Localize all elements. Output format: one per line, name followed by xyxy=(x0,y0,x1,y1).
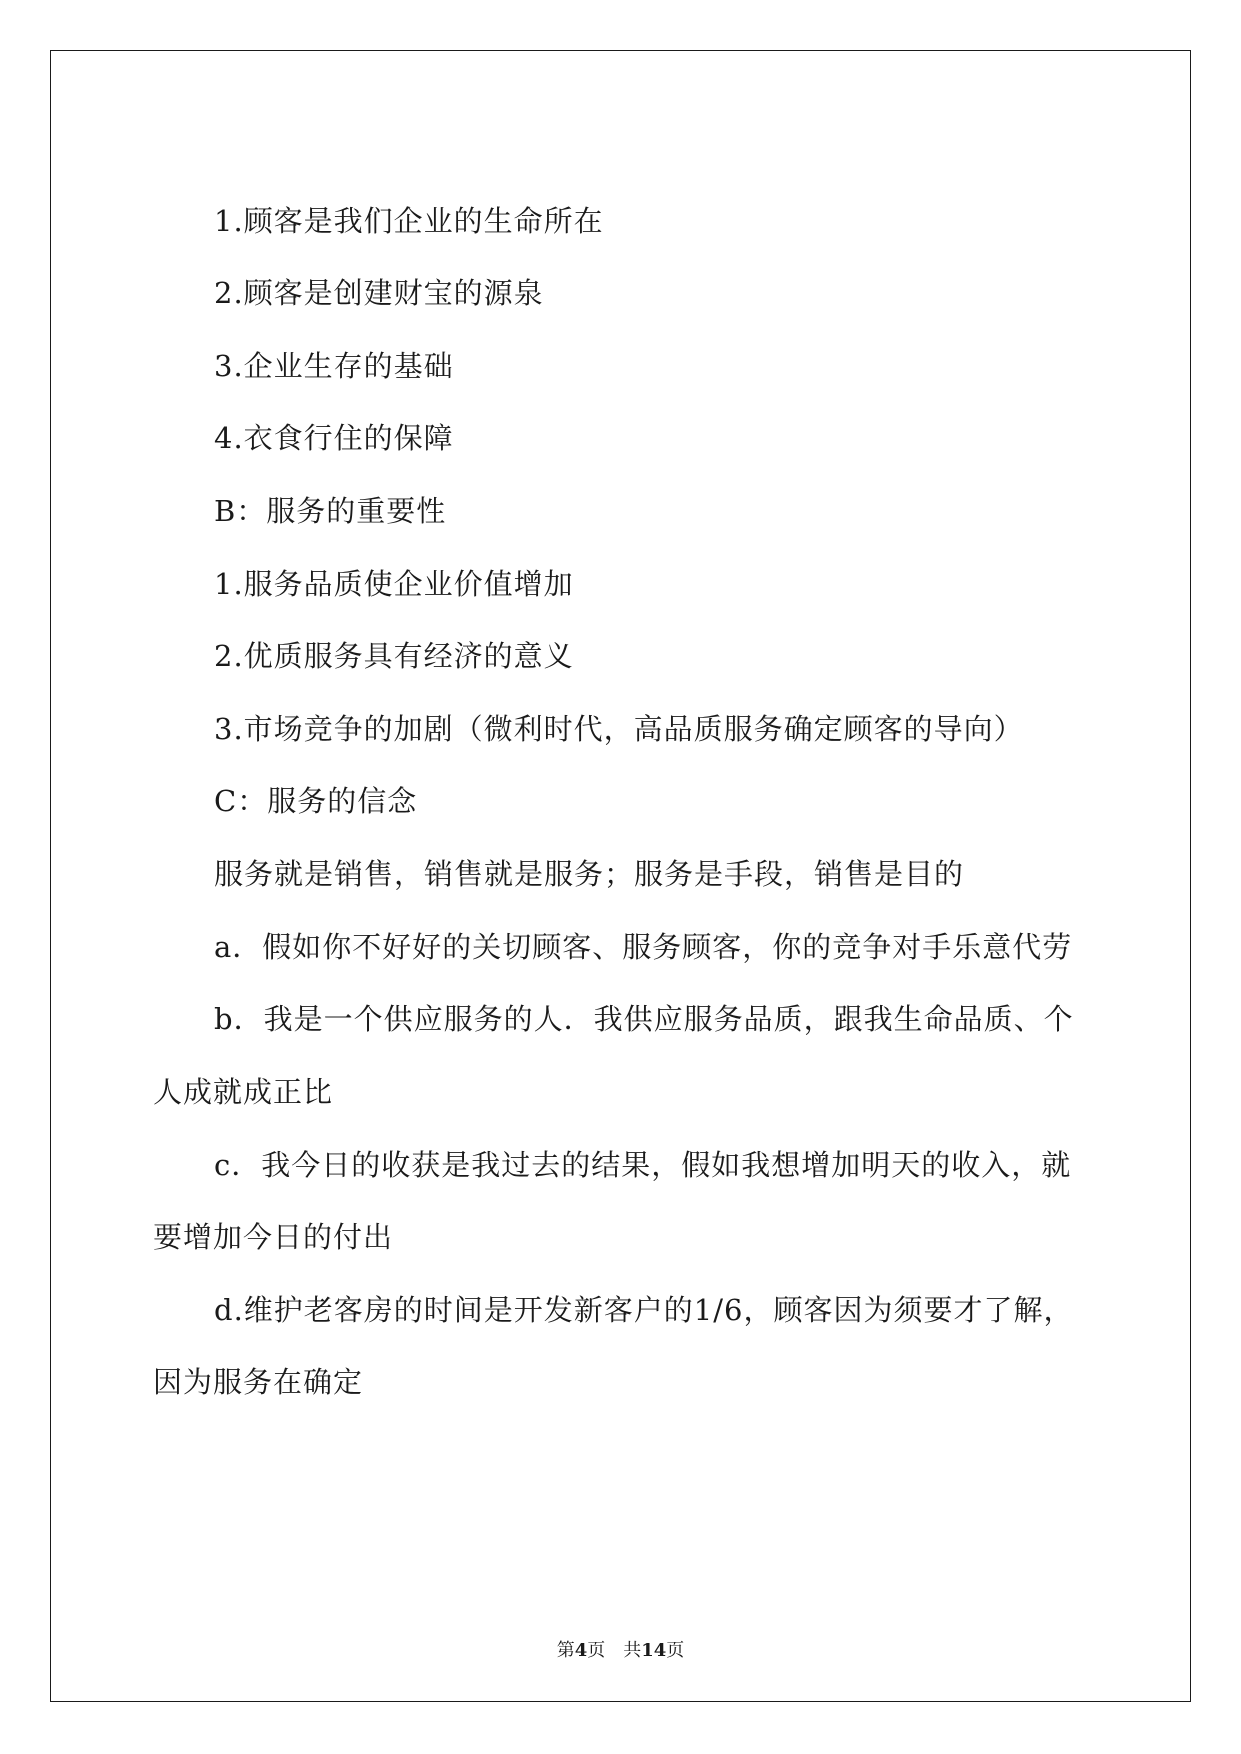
paragraph-line: 3.企业生存的基础 xyxy=(214,349,454,383)
paragraph-line: 要增加今日的付出 xyxy=(153,1220,394,1254)
paragraph-line: a．假如你不好好的关切顾客、服务顾客，你的竞争对手乐意代劳 xyxy=(214,930,1073,964)
page-footer xyxy=(51,1636,1190,1662)
document-body xyxy=(51,51,1190,1701)
paragraph-line: 2.顾客是创建财宝的源泉 xyxy=(214,276,544,310)
paragraph-line: b．我是一个供应服务的人．我供应服务品质，跟我生命品质、个 xyxy=(214,1002,1074,1036)
paragraph-line: 服务就是销售，销售就是服务；服务是手段，销售是目的 xyxy=(214,857,965,891)
paragraph-line: d.维护老客房的时间是开发新客户的1/6，顾客因为须要才了解， xyxy=(214,1293,1074,1327)
paragraph-line: 1.顾客是我们企业的生命所在 xyxy=(214,204,604,238)
paragraph-line: 因为服务在确定 xyxy=(153,1365,364,1399)
paragraph-line: 人成就成正比 xyxy=(153,1075,334,1109)
page-current: 4 xyxy=(574,1640,588,1661)
total-suffix: 页 xyxy=(666,1640,685,1661)
page-prefix: 第 xyxy=(556,1640,575,1661)
paragraph-line: 1.服务品质使企业价值增加 xyxy=(214,567,574,601)
paragraph-line: c．我今日的收获是我过去的结果，假如我想增加明天的收入，就 xyxy=(214,1148,1072,1182)
paragraph-line: 3.市场竞争的加剧（微利时代，高品质服务确定顾客的导向） xyxy=(214,712,1024,746)
paragraph-line: 2.优质服务具有经济的意义 xyxy=(214,639,574,673)
section-heading: C：服务的信念 xyxy=(214,784,418,818)
total-prefix: 共 xyxy=(623,1640,642,1661)
page-frame xyxy=(50,50,1191,1702)
page-total: 14 xyxy=(641,1640,667,1661)
section-heading: B：服务的重要性 xyxy=(214,494,447,528)
page-suffix: 页 xyxy=(587,1640,606,1661)
paragraph-line: 4.衣食行住的保障 xyxy=(214,421,454,455)
